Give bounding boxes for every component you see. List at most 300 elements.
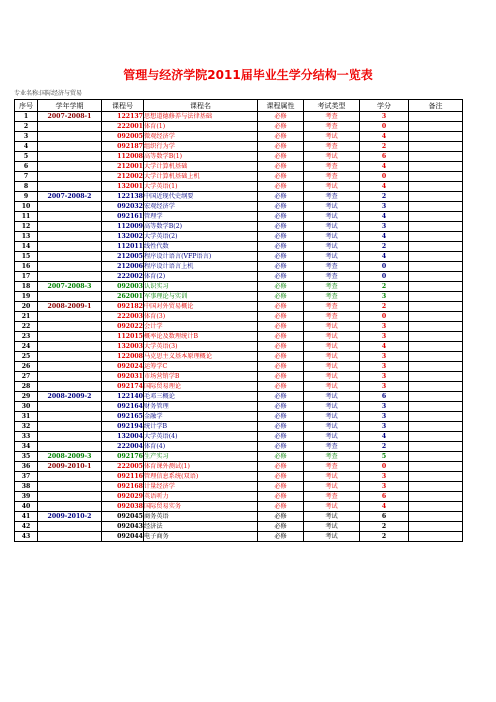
row-course-code: 132003 — [102, 342, 144, 352]
row-no: 16 — [15, 262, 38, 272]
row-remark — [409, 362, 463, 372]
row-course-attr: 必修 — [258, 152, 304, 162]
row-course-name: 中国近现代史纲要 — [144, 192, 258, 202]
row-credit: 3 — [360, 372, 409, 382]
row-remark — [409, 292, 463, 302]
row-semester — [38, 292, 102, 302]
row-no: 3 — [15, 132, 38, 142]
table-row — [15, 442, 463, 452]
row-semester — [38, 402, 102, 412]
header-course-name: 课程名 — [144, 100, 258, 112]
row-remark — [409, 342, 463, 352]
row-semester — [38, 422, 102, 432]
row-no: 21 — [15, 312, 38, 322]
table-row — [15, 492, 463, 502]
row-course-code: 122138 — [102, 192, 144, 202]
row-course-name: 计量经济学 — [144, 482, 258, 492]
row-course-code: 092045 — [102, 512, 144, 522]
row-exam-type: 考试 — [304, 482, 360, 492]
credit-structure-table — [14, 99, 463, 542]
header-course-attr: 课程属性 — [258, 100, 304, 112]
row-semester: 2007-2008-3 — [38, 282, 102, 292]
table-row — [15, 242, 463, 252]
row-exam-type: 考查 — [304, 292, 360, 302]
table-row — [15, 342, 463, 352]
row-course-name: 体育(3) — [144, 312, 258, 322]
row-remark — [409, 232, 463, 242]
row-exam-type: 考试 — [304, 392, 360, 402]
row-no: 24 — [15, 342, 38, 352]
row-remark — [409, 532, 463, 542]
row-semester: 2009-2010-2 — [38, 512, 102, 522]
row-credit: 4 — [360, 342, 409, 352]
row-exam-type: 考查 — [304, 452, 360, 462]
row-remark — [409, 502, 463, 512]
row-credit: 4 — [360, 432, 409, 442]
row-semester — [38, 252, 102, 262]
row-course-name: 中国对外贸易概论 — [144, 302, 258, 312]
row-course-code: 092165 — [102, 412, 144, 422]
row-course-attr: 必修 — [258, 492, 304, 502]
table-row — [15, 122, 463, 132]
row-course-name: 概率论及数理统计B — [144, 332, 258, 342]
row-semester — [38, 532, 102, 542]
table-row — [15, 482, 463, 492]
row-course-name: 体育(4) — [144, 442, 258, 452]
row-no: 35 — [15, 452, 38, 462]
row-semester — [38, 122, 102, 132]
row-course-name: 金融学 — [144, 412, 258, 422]
row-remark — [409, 272, 463, 282]
row-course-attr: 必修 — [258, 382, 304, 392]
row-semester — [38, 522, 102, 532]
row-course-name: 大学计算机基础 — [144, 162, 258, 172]
row-remark — [409, 132, 463, 142]
row-no: 38 — [15, 482, 38, 492]
row-semester — [38, 412, 102, 422]
row-course-code: 092044 — [102, 532, 144, 542]
row-semester — [38, 432, 102, 442]
row-course-attr: 必修 — [258, 142, 304, 152]
row-no: 36 — [15, 462, 38, 472]
row-semester — [38, 352, 102, 362]
row-exam-type: 考试 — [304, 342, 360, 352]
table-row — [15, 372, 463, 382]
table-row — [15, 112, 463, 122]
row-semester — [38, 482, 102, 492]
row-semester: 2007-2008-1 — [38, 112, 102, 122]
row-remark — [409, 242, 463, 252]
row-no: 1 — [15, 112, 38, 122]
row-course-attr: 必修 — [258, 372, 304, 382]
row-course-attr: 必修 — [258, 452, 304, 462]
row-course-name: 宏观经济学 — [144, 202, 258, 212]
row-no: 19 — [15, 292, 38, 302]
row-course-name: 统计学B — [144, 422, 258, 432]
row-course-name: 电子商务 — [144, 532, 258, 542]
table-row — [15, 252, 463, 262]
row-course-attr: 必修 — [258, 172, 304, 182]
row-credit: 0 — [360, 172, 409, 182]
row-exam-type: 考试 — [304, 182, 360, 192]
row-remark — [409, 482, 463, 492]
row-course-name: 运筹学C — [144, 362, 258, 372]
row-course-attr: 必修 — [258, 422, 304, 432]
row-course-code: 132002 — [102, 232, 144, 242]
row-credit: 3 — [360, 352, 409, 362]
row-course-attr: 必修 — [258, 502, 304, 512]
row-course-code: 212006 — [102, 262, 144, 272]
row-semester: 2008-2009-3 — [38, 452, 102, 462]
row-remark — [409, 412, 463, 422]
row-course-code: 122008 — [102, 352, 144, 362]
row-course-name: 生产实习 — [144, 452, 258, 462]
row-remark — [409, 212, 463, 222]
row-course-name: 会计学 — [144, 322, 258, 332]
row-no: 5 — [15, 152, 38, 162]
row-course-name: 体育(1) — [144, 122, 258, 132]
row-course-code: 222003 — [102, 312, 144, 322]
row-no: 2 — [15, 122, 38, 132]
row-no: 29 — [15, 392, 38, 402]
row-course-name: 大学英语(2) — [144, 232, 258, 242]
row-credit: 3 — [360, 332, 409, 342]
row-course-attr: 必修 — [258, 182, 304, 192]
header-code: 课程号 — [102, 100, 144, 112]
row-course-code: 112011 — [102, 242, 144, 252]
page-title: 管理与经济学院2011届毕业生学分结构一览表 — [123, 68, 373, 82]
row-exam-type: 考查 — [304, 312, 360, 322]
row-credit: 6 — [360, 492, 409, 502]
row-remark — [409, 432, 463, 442]
row-semester — [38, 382, 102, 392]
row-course-name: 马克思主义基本原理概论 — [144, 352, 258, 362]
row-credit: 3 — [360, 412, 409, 422]
row-course-code: 092187 — [102, 142, 144, 152]
row-no: 30 — [15, 402, 38, 412]
row-course-name: 大学英语(4) — [144, 432, 258, 442]
row-no: 10 — [15, 202, 38, 212]
row-remark — [409, 182, 463, 192]
row-semester: 2007-2008-2 — [38, 192, 102, 202]
row-course-name: 程序设计语言(VFP语言) — [144, 252, 258, 262]
row-course-attr: 必修 — [258, 112, 304, 122]
row-course-attr: 必修 — [258, 532, 304, 542]
row-exam-type: 考试 — [304, 522, 360, 532]
header-no: 序号 — [15, 100, 38, 112]
table-row — [15, 362, 463, 372]
table-row — [15, 142, 463, 152]
row-course-name: 思想道德修养与法律基础 — [144, 112, 258, 122]
row-remark — [409, 472, 463, 482]
row-remark — [409, 172, 463, 182]
row-semester — [38, 262, 102, 272]
row-course-name: 商务英语 — [144, 512, 258, 522]
row-course-name: 组织行为学 — [144, 142, 258, 152]
table-row — [15, 152, 463, 162]
row-exam-type: 考试 — [304, 132, 360, 142]
row-credit: 4 — [360, 182, 409, 192]
row-credit: 0 — [360, 122, 409, 132]
row-course-code: 122140 — [102, 392, 144, 402]
row-semester — [38, 312, 102, 322]
row-credit: 3 — [360, 472, 409, 482]
row-exam-type: 考试 — [304, 402, 360, 412]
header-semester: 学年学期 — [38, 100, 102, 112]
row-remark — [409, 382, 463, 392]
row-semester — [38, 232, 102, 242]
row-remark — [409, 302, 463, 312]
row-course-attr: 必修 — [258, 522, 304, 532]
row-exam-type: 考查 — [304, 142, 360, 152]
row-course-code: 092005 — [102, 132, 144, 142]
row-no: 32 — [15, 422, 38, 432]
row-no: 34 — [15, 442, 38, 452]
row-no: 26 — [15, 362, 38, 372]
row-course-name: 体育课外测试(1) — [144, 462, 258, 472]
table-row — [15, 292, 463, 302]
row-remark — [409, 262, 463, 272]
row-course-attr: 必修 — [258, 412, 304, 422]
row-course-attr: 必修 — [258, 302, 304, 312]
row-course-code: 112008 — [102, 152, 144, 162]
table-row — [15, 352, 463, 362]
row-no: 4 — [15, 142, 38, 152]
row-no: 23 — [15, 332, 38, 342]
row-credit: 5 — [360, 452, 409, 462]
row-no: 37 — [15, 472, 38, 482]
row-course-name: 国际贸易理论 — [144, 382, 258, 392]
header-remark: 备注 — [409, 100, 463, 112]
row-course-code: 222001 — [102, 122, 144, 132]
row-credit: 2 — [360, 522, 409, 532]
row-exam-type: 考试 — [304, 332, 360, 342]
row-remark — [409, 282, 463, 292]
row-no: 40 — [15, 502, 38, 512]
row-credit: 6 — [360, 512, 409, 522]
row-credit: 2 — [360, 192, 409, 202]
row-course-code: 092168 — [102, 482, 144, 492]
row-semester: 2008-2009-1 — [38, 302, 102, 312]
row-course-attr: 必修 — [258, 212, 304, 222]
row-no: 20 — [15, 302, 38, 312]
row-course-code: 092043 — [102, 522, 144, 532]
table-row — [15, 282, 463, 292]
row-exam-type: 考查 — [304, 162, 360, 172]
table-row — [15, 472, 463, 482]
row-course-attr: 必修 — [258, 202, 304, 212]
row-credit: 4 — [360, 212, 409, 222]
row-exam-type: 考查 — [304, 262, 360, 272]
row-course-code: 222004 — [102, 442, 144, 452]
row-course-code: 112015 — [102, 332, 144, 342]
row-credit: 6 — [360, 392, 409, 402]
row-credit: 6 — [360, 152, 409, 162]
row-no: 13 — [15, 232, 38, 242]
row-semester — [38, 202, 102, 212]
row-credit: 0 — [360, 272, 409, 282]
row-credit: 4 — [360, 132, 409, 142]
row-course-code: 092174 — [102, 382, 144, 392]
row-exam-type: 考试 — [304, 432, 360, 442]
row-credit: 0 — [360, 462, 409, 472]
row-course-code: 212002 — [102, 172, 144, 182]
row-semester: 2008-2009-2 — [38, 392, 102, 402]
row-exam-type: 考查 — [304, 122, 360, 132]
row-exam-type: 考试 — [304, 242, 360, 252]
row-course-attr: 必修 — [258, 252, 304, 262]
row-course-code: 092032 — [102, 202, 144, 212]
row-semester — [38, 272, 102, 282]
row-course-attr: 必修 — [258, 162, 304, 172]
row-course-code: 132001 — [102, 182, 144, 192]
row-credit: 4 — [360, 162, 409, 172]
row-semester — [38, 162, 102, 172]
row-exam-type: 考试 — [304, 372, 360, 382]
row-no: 7 — [15, 172, 38, 182]
row-course-attr: 必修 — [258, 242, 304, 252]
row-course-code: 092164 — [102, 402, 144, 412]
row-credit: 3 — [360, 382, 409, 392]
table-row — [15, 392, 463, 402]
row-semester — [38, 212, 102, 222]
row-course-code: 212005 — [102, 252, 144, 262]
row-course-name: 国际贸易实务 — [144, 502, 258, 512]
table-row — [15, 532, 463, 542]
row-course-attr: 必修 — [258, 132, 304, 142]
table-row — [15, 432, 463, 442]
table-row — [15, 232, 463, 242]
table-row — [15, 502, 463, 512]
row-no: 22 — [15, 322, 38, 332]
row-course-code: 092024 — [102, 362, 144, 372]
row-course-attr: 必修 — [258, 482, 304, 492]
table-row — [15, 412, 463, 422]
row-course-attr: 必修 — [258, 322, 304, 332]
row-course-attr: 必修 — [258, 332, 304, 342]
row-course-name: 大学计算机基础上机 — [144, 172, 258, 182]
table-row — [15, 182, 463, 192]
table-header-row — [15, 100, 463, 112]
row-course-code: 092038 — [102, 502, 144, 512]
row-course-code: 262001 — [102, 292, 144, 302]
row-credit: 0 — [360, 262, 409, 272]
row-course-code: 222002 — [102, 272, 144, 282]
row-course-name: 英语听力 — [144, 492, 258, 502]
row-no: 6 — [15, 162, 38, 172]
row-no: 33 — [15, 432, 38, 442]
row-no: 28 — [15, 382, 38, 392]
row-course-code: 092116 — [102, 472, 144, 482]
row-credit: 3 — [360, 112, 409, 122]
row-exam-type: 考试 — [304, 352, 360, 362]
table-row — [15, 422, 463, 432]
row-remark — [409, 162, 463, 172]
row-remark — [409, 312, 463, 322]
row-remark — [409, 122, 463, 132]
row-course-attr: 必修 — [258, 432, 304, 442]
row-exam-type: 考试 — [304, 382, 360, 392]
row-course-name: 市场营销学B — [144, 372, 258, 382]
major-label: 专业名称:国际经济与贸易 — [14, 90, 83, 97]
row-no: 8 — [15, 182, 38, 192]
row-exam-type: 考试 — [304, 322, 360, 332]
row-exam-type: 考试 — [304, 202, 360, 212]
row-course-code: 122137 — [102, 112, 144, 122]
table-row — [15, 322, 463, 332]
row-course-attr: 必修 — [258, 222, 304, 232]
row-course-attr: 必修 — [258, 512, 304, 522]
row-semester — [38, 322, 102, 332]
row-exam-type: 考查 — [304, 302, 360, 312]
row-remark — [409, 202, 463, 212]
row-credit: 2 — [360, 242, 409, 252]
row-no: 12 — [15, 222, 38, 232]
row-course-code: 222005 — [102, 462, 144, 472]
row-exam-type: 考试 — [304, 422, 360, 432]
table-row — [15, 312, 463, 322]
row-no: 41 — [15, 512, 38, 522]
row-no: 14 — [15, 242, 38, 252]
row-course-name: 管理学 — [144, 212, 258, 222]
row-exam-type: 考查 — [304, 282, 360, 292]
row-course-name: 线性代数 — [144, 242, 258, 252]
row-course-name: 高等数学B(1) — [144, 152, 258, 162]
row-remark — [409, 222, 463, 232]
row-semester — [38, 332, 102, 342]
header-credit: 学分 — [360, 100, 409, 112]
row-remark — [409, 522, 463, 532]
table-row — [15, 262, 463, 272]
row-remark — [409, 152, 463, 162]
table-row — [15, 332, 463, 342]
row-semester — [38, 222, 102, 232]
row-course-code: 212001 — [102, 162, 144, 172]
row-course-attr: 必修 — [258, 312, 304, 322]
row-course-name: 大学英语(3) — [144, 342, 258, 352]
row-credit: 3 — [360, 202, 409, 212]
row-exam-type: 考试 — [304, 502, 360, 512]
row-course-code: 092003 — [102, 282, 144, 292]
row-course-name: 程序设计语言上机 — [144, 262, 258, 272]
row-semester — [38, 502, 102, 512]
row-exam-type: 考试 — [304, 532, 360, 542]
table-row — [15, 452, 463, 462]
row-course-attr: 必修 — [258, 262, 304, 272]
row-course-attr: 必修 — [258, 352, 304, 362]
row-remark — [409, 332, 463, 342]
row-course-code: 092176 — [102, 452, 144, 462]
table-row — [15, 132, 463, 142]
row-exam-type: 考查 — [304, 272, 360, 282]
table-row — [15, 222, 463, 232]
row-no: 39 — [15, 492, 38, 502]
row-remark — [409, 372, 463, 382]
table-row — [15, 512, 463, 522]
table-row — [15, 272, 463, 282]
row-course-name: 高等数学B(2) — [144, 222, 258, 232]
row-no: 43 — [15, 532, 38, 542]
row-semester — [38, 172, 102, 182]
row-credit: 2 — [360, 532, 409, 542]
table-row — [15, 192, 463, 202]
row-course-code: 092022 — [102, 322, 144, 332]
row-remark — [409, 512, 463, 522]
row-semester — [38, 492, 102, 502]
row-credit: 4 — [360, 252, 409, 262]
table-row — [15, 212, 463, 222]
row-exam-type: 考查 — [304, 462, 360, 472]
